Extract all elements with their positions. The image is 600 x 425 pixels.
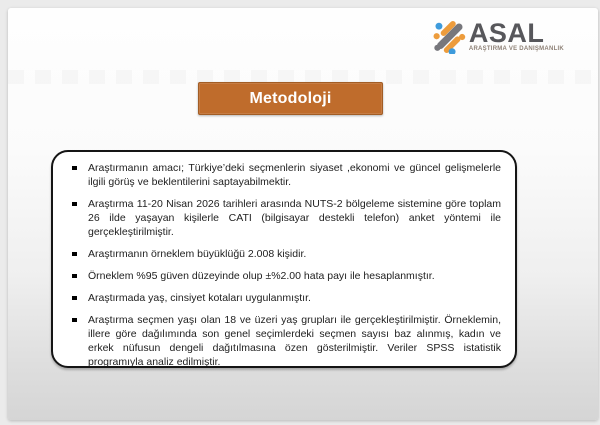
bullet-item (53, 247, 501, 261)
bullet-item (53, 269, 501, 283)
bullet-item (53, 161, 501, 189)
bullet-text: Araştırmanın amacı; Türkiye’deki seçmenlerin siyaset ,ekonomi ve güncel gelişmelerle ilgili görüş ve beklentilerini saptayabilmektir. (88, 162, 501, 188)
logo-text-column (468, 18, 564, 52)
bullet-text: Araştırma 11-20 Nisan 2026 tarihleri arasında NUTS-2 bölgeleme sistemine göre toplam 26 ilde yaşayan kişilerle CATI (bilgisayar destekli telefon) anket yöntemi ile gerçekleştirilmiştir. (88, 198, 501, 238)
bullet-item (53, 291, 501, 305)
methodology-box (51, 150, 517, 368)
logo-name: ASAL (468, 18, 545, 48)
bullet-square-icon (72, 274, 77, 279)
bullet-text: Araştırmanın örneklem büyüklüğü 2.008 kişidir. (88, 248, 307, 260)
bullet-square-icon (72, 252, 77, 257)
slide-title-plaque (198, 82, 383, 115)
bullet-text: Örneklem %95 güven düzeyinde olup ±%2.00 hata payı ile hesaplanmıştır. (88, 270, 435, 282)
asal-logo-icon (432, 20, 469, 54)
slide-title: Metodoloji (249, 89, 332, 107)
bullet-square-icon (72, 318, 77, 323)
asal-logo (432, 20, 564, 54)
bullet-text: Araştırma seçmen yaşı olan 18 ve üzeri yaş grupları ile gerçekleştirilmiştir. Örneklemin, illere göre dağılımında son genel seçimlerdeki seçmen sayısı baz alınmış, kadın ve erkek nüfusun dengeli dağıtılmasına özen gösterilmiştir. Veriler SPSS istatistik programıyla analiz edilmiştir. (88, 314, 501, 368)
bullet-text: Araştırmada yaş, cinsiyet kotaları uygulanmıştır. (88, 292, 311, 304)
bullet-item (53, 313, 501, 368)
bullet-list (53, 161, 501, 368)
bullet-square-icon (72, 202, 77, 207)
bullet-item (53, 197, 501, 239)
bullet-square-icon (72, 296, 77, 301)
bullet-square-icon (72, 166, 77, 171)
logo-tagline: ARAŞTIRMA VE DANIŞMANLIK (468, 46, 564, 52)
slide-canvas (8, 8, 598, 420)
